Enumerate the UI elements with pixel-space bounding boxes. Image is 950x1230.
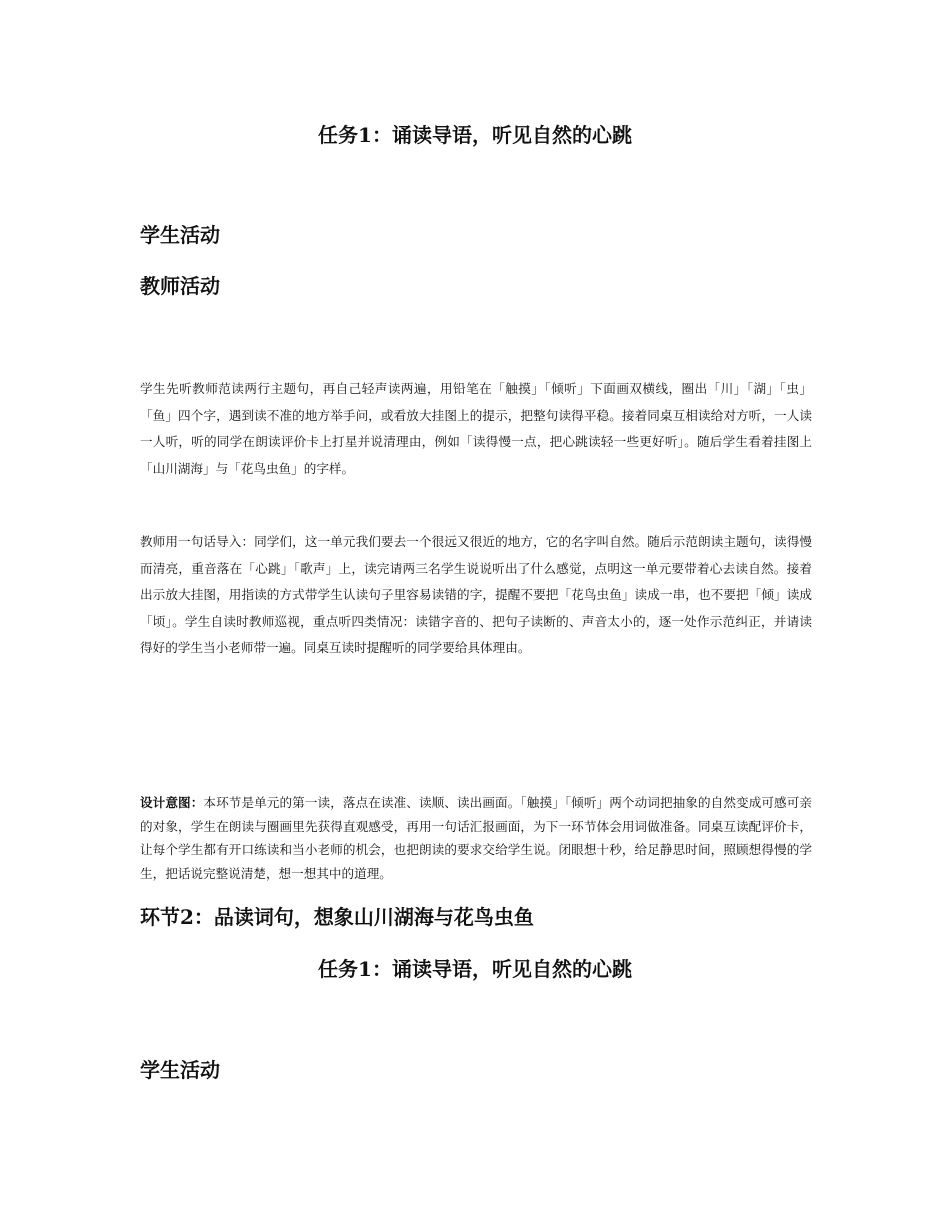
segment-2-heading: 环节2：品读词句，想象山川湖海与花鸟虫鱼 xyxy=(140,905,534,929)
teacher-activity-heading: 教师活动 xyxy=(140,274,220,298)
student-activity-heading: 学生活动 xyxy=(140,223,220,247)
task-title-repeat: 任务1：诵读导语，听见自然的心跳 xyxy=(318,957,632,981)
task-title: 任务1：诵读导语，听见自然的心跳 xyxy=(318,123,632,147)
design-intent-paragraph xyxy=(140,791,812,885)
design-intent-label: 设计意图： xyxy=(140,795,204,810)
teacher-activity-paragraph: 教师用一句话导入：同学们，这一单元我们要去一个很远又很近的地方，它的名字叫自然。随后示范朗读主题句，读得慢而清亮，重音落在「心跳」「歌声」上，读完请两三名学生说说听出了什么感觉，点明这一单元要带着心去读自然。接着出示放大挂图，用指读的方式带学生认读句子里容易读错的字，提醒不要把「花鸟虫鱼」读成一串，也不要把「倾」读成「顷」。学生自读时教师巡视，重点听四类情况：读错字音的、把句子读断的、声音太小的，逐一处作示范纠正，并请读得好的学生当小老师带一遍。同桌互读时提醒听的同学要给具体理由。 xyxy=(140,534,812,655)
design-intent-text: 本环节是单元的第一读，落点在读准、读顺、读出画面。「触摸」「倾听」两个动词把抽象的自然变成可感可亲的对象，学生在朗读与圈画里先获得直观感受，再用一句话汇报画面，为下一环节体会用词做准备。同桌互读配评价卡，让每个学生都有开口练读和当小老师的机会，也把朗读的要求交给学生说。闭眼想十秒，给足静思时间，照顾想得慢的学生，把话说完整说清楚，想一想其中的道理。 xyxy=(140,795,813,881)
student-activity-paragraph: 学生先听教师范读两行主题句，再自己轻声读两遍，用铅笔在「触摸」「倾听」下面画双横线，圈出「川」「湖」「虫」「鱼」四个字，遇到读不准的地方举手问，或看放大挂图上的提示，把整句读得平稳。接着同桌互相读给对方听，一人读一人听，听的同学在朗读评价卡上打星并说清理由，例如「读得慢一点，把心跳读轻一些更好听」。随后学生看着挂图上「山川湖海」与「花鸟虫鱼」的字样。 xyxy=(140,381,812,476)
student-activity-heading-repeat: 学生活动 xyxy=(140,1058,220,1082)
